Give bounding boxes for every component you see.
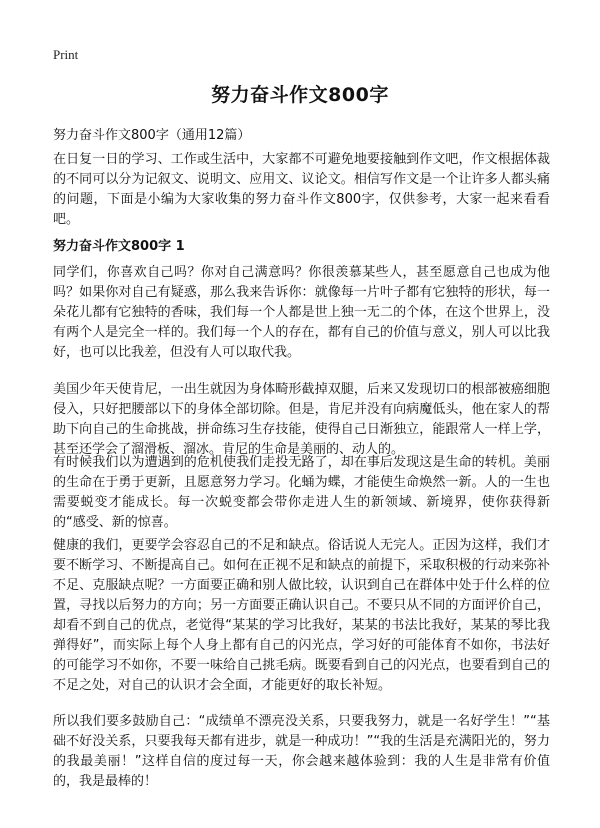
intro-paragraph: 在日复一日的学习、工作或生活中，大家都不可避免地要接触到作文吧，作文根据体裁的不同可以分为记叙文、说明文、应用文、议论文。相信写作文是一个让许多人都头痛的问题，下面是小编为大家收集的努力奋斗作文800字，仅供参考，大家一起来看看吧。 [53,152,550,227]
body-paragraph-3: 有时候我们以为遭遇到的危机使我们走投无路了，却在事后发现这是生命的转机。美丽的生命在于勇于更新，且愿意努力学习。化蛹为蝶，才能使生命焕然一新。人的一生也需要蜕变才能成长。每一次蜕变都会带你走进人生的新领域、新境界，使你获得新的“感受、新的惊喜。 [53,455,550,530]
article-subtitle: 努力奋斗作文800字（通用12篇） [53,128,251,143]
section-heading: 努力奋斗作文800字 1 [53,239,185,254]
page-title: 努力奋斗作文800字 [211,84,389,106]
body-paragraph-2: 美国少年天使肯尼，一出生就因为身体畸形截掉双腿，后来又发现切口的根部被癌细胞侵入，只好把腰部以下的身体全部切除。但是，肯尼并没有向病魔低头，他在家人的帮助下向自己的生命挑战，拼命练习生存技能，使得自己日渐独立，能跟常人一样上学，甚至还学会了溜滑板、溜冰。肯尼的生命是美丽的、动人的。 [53,382,550,457]
body-paragraph-5: 所以我们要多鼓励自己：“成绩单不漂亮没关系，只要我努力，就是一名好学生！”“基础不好没关系，只要我每天都有进步，就是一种成功！”“我的生活是充满阳光的，努力的我最美丽！”这样自信的度过每一天，你会越来越体验到：我的人生是非常有价值的，我是最棒的！ [53,714,550,789]
body-paragraph-4: 健康的我们，更要学会容忍自己的不足和缺点。俗话说人无完人。正因为这样，我们才要不断学习、不断提高自己。如何在正视不足和缺点的前提下，采取积极的行动来弥补不足、克服缺点呢？一方面要正确和别人做比较，认识到自己在群体中处于什么样的位置，寻找以后努力的方向；另一方面要正确认识自己。不要只从不同的方面评价自己，却看不到自己的优点，老觉得“某某的学习比我好，某某的书法比我好，某某的琴比我弹得好”，而实际上每个人身上都有自己的闪光点，学习好的可能体育不如你，书法好的可能学习不如你，不要一味给自己挑毛病。既要看到自己的闪光点，也要看到自己的不足之处，对自己的认识才会全面，才能更好的取长补短。 [53,538,550,693]
body-paragraph-1: 同学们，你喜欢自己吗？你对自己满意吗？你很羡慕某些人，甚至愿意自己也成为他吗？如果你对自己有疑惑，那么我来告诉你：就像每一片叶子都有它独特的形状，每一朵花儿都有它独特的香味，我们每一个人都是世上独一无二的个体，在这个世界上，没有两个人是完全一样的。我们每一个人的存在，都有自己的价值与意义，别人可以比我好，也可以比我差，但没有人可以取代我。 [53,265,550,360]
print-link[interactable]: Print [53,47,79,62]
